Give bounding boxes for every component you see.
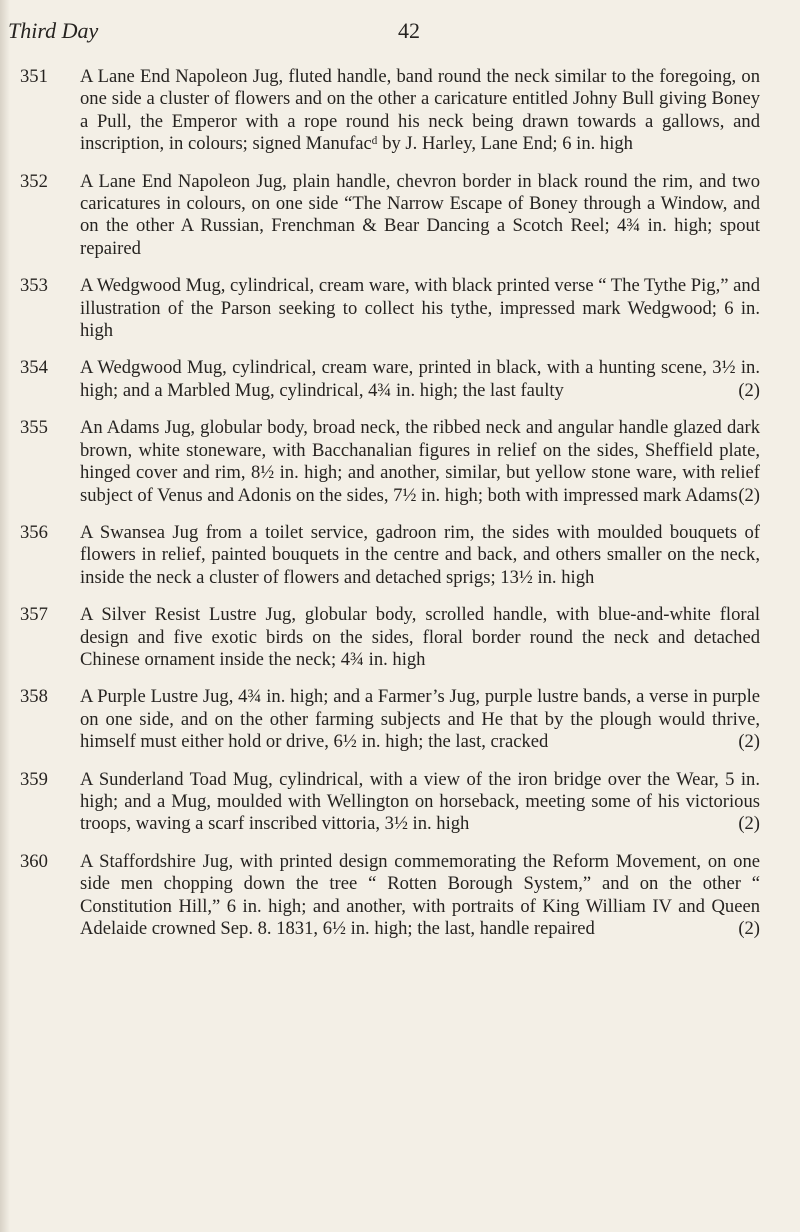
lot-description: A Wedgwood Mug, cylindrical, cream ware, printed in black, with a hunting scene, 3½ in. high; and a Marbled Mug, cylindrical, 4¾ in. high; the last faulty (2) bbox=[80, 357, 760, 401]
page-number: 42 bbox=[398, 18, 420, 43]
lot-description: An Adams Jug, globular body, broad neck, the ribbed neck and angular handle glazed dark brown, white stoneware, with Bacchanalian figures in relief on the sides, Sheffield plate, hinged cover and rim, 8½ in. high; and another, similar, but yellow stone ware, with relief subject of Venus and Adonis on the sides, 7½ in. high; both with impressed mark Adams (2) bbox=[80, 417, 760, 506]
lot-number: 359 bbox=[20, 768, 48, 790]
lot-number: 358 bbox=[20, 686, 48, 708]
lot-number: 352 bbox=[20, 170, 48, 192]
lot-entry bbox=[20, 686, 760, 753]
lot-number: 356 bbox=[20, 521, 48, 543]
page-edge bbox=[0, 0, 10, 1232]
lot-description: A Staffordshire Jug, with printed design commemorating the Reform Movement, on one side men chopping down the tree “ Rotten Borough System,” and on the other “ Constitution Hill,” 6 in. high; and another, with portraits of King William IV and Queen Adelaide crowned Sep. 8. 1831, 6½ in. high; the last, handle repaired (2) bbox=[80, 850, 760, 939]
lot-list bbox=[20, 66, 760, 955]
lot-number: 351 bbox=[20, 66, 48, 87]
lot-number: 360 bbox=[20, 850, 48, 872]
lot-description: A Sunderland Toad Mug, cylindrical, with a view of the iron bridge over the Wear, 5 in. high; and a Mug, moulded with Wellington on horseback, meeting some of his victorious troops, waving a scarf inscribed vittoria, 3½ in. high (2) bbox=[80, 768, 760, 835]
lot-number: 353 bbox=[20, 275, 48, 297]
lot-entry bbox=[20, 357, 760, 402]
lot-number: 357 bbox=[20, 604, 48, 626]
day-heading: Third Day bbox=[8, 18, 99, 43]
lot-description: A Lane End Napoleon Jug, fluted handle, band round the neck similar to the foregoing, on one side a cluster of flowers and on the other a caricature entitled Johny Bull giving Boney a Pull, the Emperor with a rope round his neck being drawn towards a gallows, and inscription, in colours; signed Manufac‍ᵈ by J. Harley, Lane End; 6 in. high bbox=[80, 66, 760, 155]
lot-entry bbox=[20, 851, 760, 941]
lot-number: 355 bbox=[20, 417, 48, 439]
page-header bbox=[8, 18, 730, 48]
lot-description: A Lane End Napoleon Jug, plain handle, chevron border in black round the rim, and two caricatures in colours, on one side “The Narrow Escape of Boney through a Window, and on the other A Russian, Frenchman & Bear Dancing a Scotch Reel; 4¾ in. high; spout repaired bbox=[80, 170, 760, 259]
lot-description: A Swansea Jug from a toilet service, gadroon rim, the sides with moulded bouquets of flowers in relief, painted bouquets in the centre and back, and others smaller on the neck, inside the neck a cluster of flowers and detached sprigs; 13½ in. high bbox=[80, 521, 760, 588]
lot-entry bbox=[20, 171, 760, 261]
lot-quantity: (2) bbox=[738, 813, 760, 835]
lot-entry bbox=[20, 275, 760, 342]
lot-description: A Purple Lustre Jug, 4¾ in. high; and a Farmer’s Jug, purple lustre bands, a verse in purple on one side, and on the other farming subjects and He that by the plough would thrive, himself must either hold or drive, 6½ in. high; the last, cracked (2) bbox=[80, 686, 760, 753]
lot-quantity: (2) bbox=[738, 379, 760, 401]
lot-quantity: (2) bbox=[738, 731, 760, 753]
lot-entry bbox=[20, 66, 760, 156]
lot-description: A Wedgwood Mug, cylindrical, cream ware, with black printed verse “ The Tythe Pig,” and illustration of the Parson seeking to collect his tythe, impressed mark Wedgwood; 6 in. high bbox=[80, 275, 760, 342]
lot-entry bbox=[20, 522, 760, 589]
lot-entry bbox=[20, 769, 760, 836]
lot-quantity: (2) bbox=[738, 484, 760, 506]
lot-description: A Silver Resist Lustre Jug, globular body, scrolled handle, with blue-and-white floral design and five exotic birds on the sides, floral border round the neck and detached Chinese ornament inside the neck; 4¾ in. high bbox=[80, 604, 760, 670]
lot-entry bbox=[20, 604, 760, 671]
lot-quantity: (2) bbox=[738, 918, 760, 939]
lot-number: 354 bbox=[20, 357, 48, 379]
lot-entry bbox=[20, 417, 760, 507]
